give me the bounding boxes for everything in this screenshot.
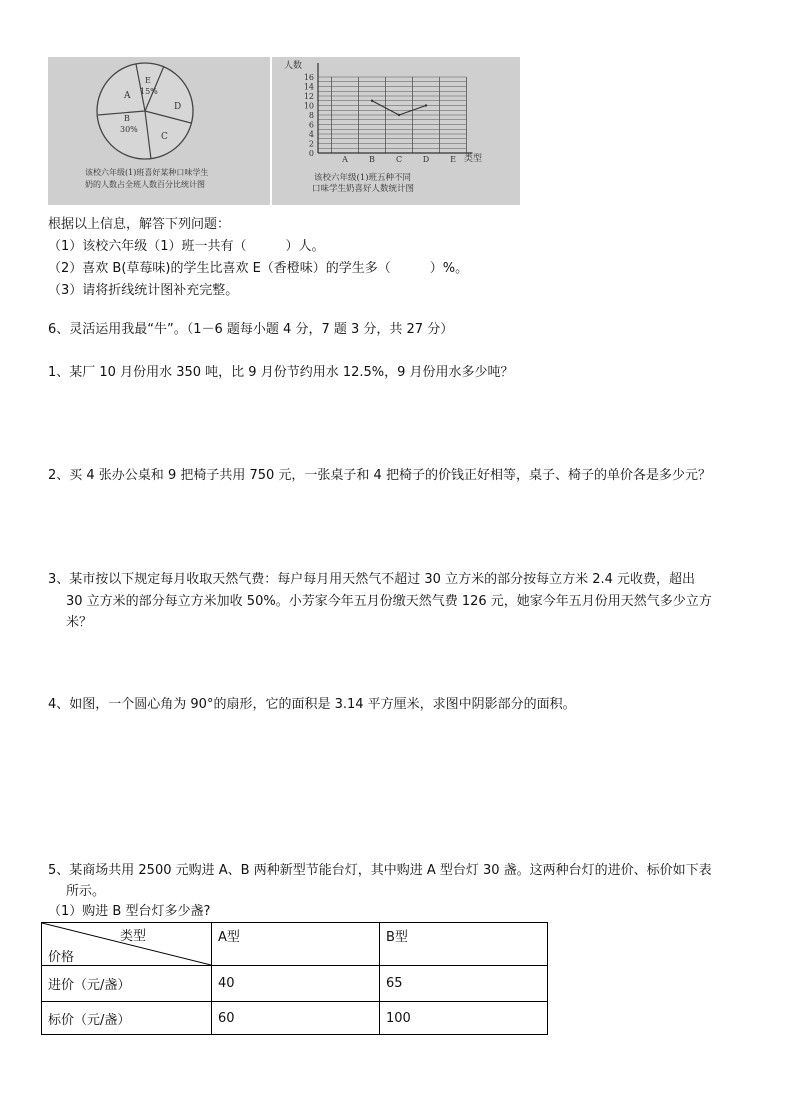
price-table (41, 922, 548, 1035)
table-row (42, 966, 548, 1002)
pie-caption-line1: 该校六年级(1)班喜好某种口味学生 (85, 168, 209, 177)
y-tick-label: 0 (308, 149, 314, 158)
y-tick-label: 12 (303, 92, 314, 101)
series-point (425, 104, 427, 106)
line-caption-line1: 该校六年级(1)班五种不同 (314, 173, 412, 183)
y-tick-label: 10 (303, 101, 314, 111)
problem-3-line2: 30 立方米的部分每立方米加收 50%。小芳家今年五月份缴天然气费 126 元，她家今年五月份用天然气多少立方 (66, 594, 712, 609)
line-chart-xlabel: 类型 (464, 154, 483, 164)
x-tick-label: A (342, 155, 348, 164)
table-row (42, 1002, 548, 1035)
line-chart-photo (272, 57, 520, 205)
problem-3-line3: 米？ (66, 615, 93, 630)
table-row-label: 标价（元/盏） (42, 1002, 212, 1035)
intro-text: 根据以上信息，解答下列问题： (48, 217, 231, 232)
table-cell: 40 (212, 966, 380, 1002)
x-tick-label: D (422, 155, 430, 164)
pie-caption-line2: 奶的人数占全班人数百分比统计图 (85, 180, 205, 189)
table-header-a: A型 (212, 923, 380, 966)
y-tick-label: 6 (308, 120, 314, 130)
line-chart (272, 57, 520, 205)
problem-1: 1、某厂 10 月份用水 350 吨，比 9 月份节约用水 12.5%，9 月份用水多少吨？ (48, 365, 514, 380)
table-cell: 60 (212, 1002, 380, 1035)
table-header-b: B型 (380, 923, 548, 966)
y-tick-label: 8 (308, 111, 314, 120)
table-cell: 65 (380, 966, 548, 1002)
question-2: （2）喜欢 B(草莓味)的学生比喜欢 E（香橙味）的学生多（ ）%。 (48, 261, 469, 276)
y-tick-label: 14 (303, 82, 314, 92)
problem-4: 4、如图，一个圆心角为 90°的扇形，它的面积是 3.14 平方厘米，求图中阴影部分的面积。 (48, 697, 576, 712)
series-point (398, 114, 400, 116)
y-tick-label: 16 (303, 73, 314, 82)
line-caption-line2: 口味学生奶喜好人数统计图 (312, 184, 415, 194)
problem-5-subquestion-1: （1）购进 B 型台灯多少盏? (48, 904, 211, 919)
problem-5-line1: 5、某商场共用 2500 元购进 A、B 两种新型节能台灯，其中购进 A 型台灯 30 盏。这两种台灯的进价、标价如下表 (48, 863, 712, 878)
pie-slice-e-label: E (145, 76, 151, 85)
table-corner-price: 价格 (48, 950, 75, 965)
series-point (371, 100, 373, 102)
table-corner-type: 类型 (120, 929, 147, 944)
problem-5-line2: 所示。 (66, 884, 106, 899)
problem-2: 2、买 4 张办公桌和 9 把椅子共用 750 元，一张桌子和 4 把椅子的价钱正好相等，桌子、椅子的单价各是多少元？ (48, 468, 711, 483)
question-1: （1）该校六年级（1）班一共有（ ）人。 (48, 239, 325, 254)
pie-slice-c-label: C (161, 132, 168, 142)
section-6-heading: 6、灵活运用我最“牛”。（1－6 题每小题 4 分，7 题 3 分，共 27 分） (48, 322, 454, 337)
y-tick-label: 4 (308, 130, 314, 139)
problem-3-line1: 3、某市按以下规定每月收取天然气费：每户每月用天然气不超过 30 立方米的部分按每立方米 2.4 元收费，超出 (48, 572, 696, 587)
x-tick-label: C (395, 155, 403, 164)
pie-slice-b-label: B (124, 114, 130, 123)
x-tick-label: E (450, 155, 456, 164)
x-tick-label: B (369, 155, 375, 164)
pie-chart-photo (48, 57, 270, 205)
pie-slice-e-value: 15% (140, 87, 158, 96)
pie-slice-a-label: A (124, 91, 131, 101)
line-chart-ylabel: 人数 (284, 61, 303, 71)
question-3: （3）请将折线统计图补充完整。 (48, 283, 239, 298)
table-row-label: 进价（元/盏） (42, 966, 212, 1002)
y-tick-label: 2 (308, 139, 314, 149)
pie-slice-d-label: D (174, 102, 182, 112)
table-cell: 100 (380, 1002, 548, 1035)
table-corner-cell (42, 923, 212, 966)
pie-slice-b-value: 30% (120, 125, 138, 134)
